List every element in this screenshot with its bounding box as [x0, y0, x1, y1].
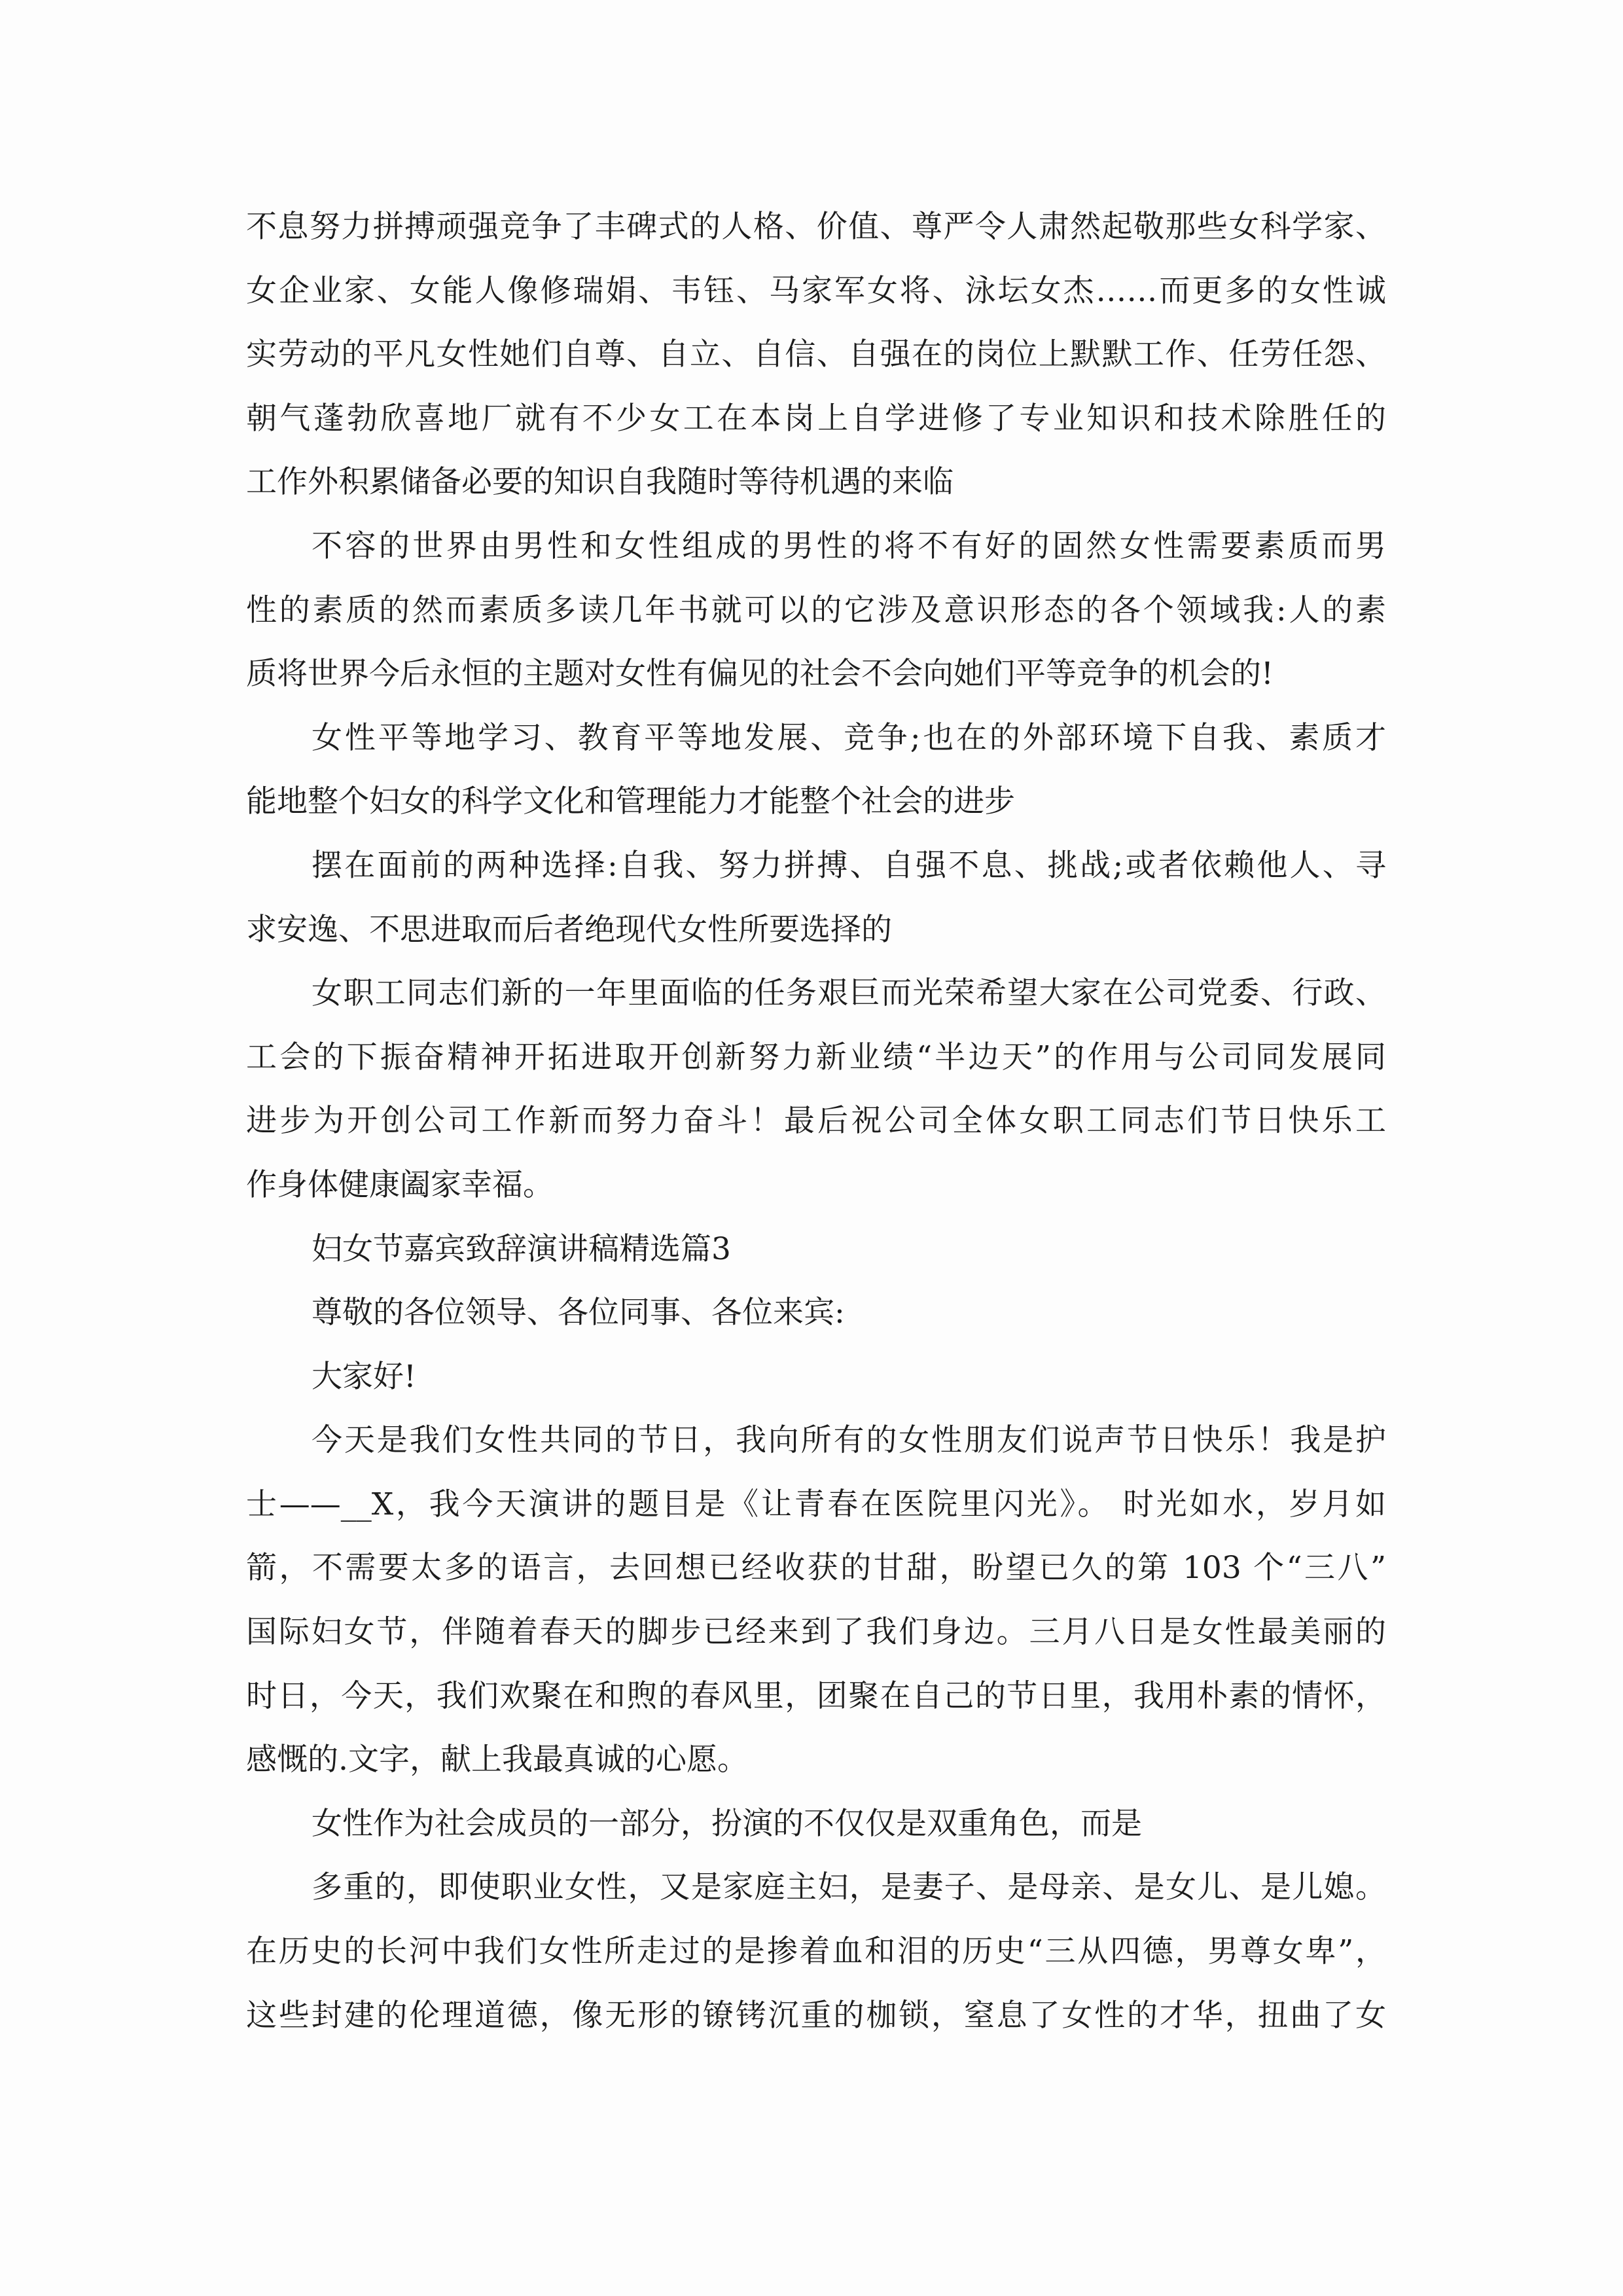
text-line: 箭，不需要太多的语言，去回想已经收获的甘甜，盼望已久的第 103 个“三八” [246, 1550, 1386, 1587]
text-line: 这些封建的伦理道德，像无形的镣铐沉重的枷锁，窒息了女性的才华，扭曲了女 [246, 1997, 1386, 2034]
greeting-text: 大家好! [312, 1358, 416, 1395]
text-line: 国际妇女节，伴随着春天的脚步已经来到了我们身边。三月八日是女性最美丽的 [246, 1614, 1386, 1651]
text-line: 在历史的长河中我们女性所走过的是掺着血和泪的历史“三从四德，男尊女卑”， [246, 1933, 1386, 1970]
salutation-text: 尊敬的各位领导、各位同事、各位来宾: [312, 1295, 845, 1331]
text-line: 摆在面前的两种选择:自我、努力拼搏、自强不息、挑战;或者依赖他人、寻 [312, 847, 1386, 884]
text-line: 能地整个妇女的科学文化和管理能力才能整个社会的进步 [246, 783, 1015, 820]
text-line: 不息努力拼搏顽强竞争了丰碑式的人格、价值、尊严令人肃然起敬那些女科学家、 [246, 209, 1386, 245]
text-line: 工会的下振奋精神开拓进取开创新努力新业绩“半边天”的作用与公司同发展同 [246, 1039, 1386, 1075]
text-line: 女性作为社会成员的一部分，扮演的不仅仅是双重角色，而是 [312, 1805, 1142, 1842]
paragraph [246, 1792, 1386, 1856]
salutation [246, 1281, 1386, 1345]
section-heading-text: 妇女节嘉宾致辞演讲稿精选篇3 [312, 1230, 731, 1267]
paragraph [246, 834, 1386, 961]
text-line: 女企业家、女能人像修瑞娟、韦钰、马家军女将、泳坛女杰……而更多的女性诚 [246, 272, 1386, 309]
text-line: 进步为开创公司工作新而努力奋斗！最后祝公司全体女职工同志们节日快乐工 [246, 1103, 1386, 1139]
text-line: 质将世界今后永恒的主题对女性有偏见的社会不会向她们平等竞争的机会的! [246, 656, 1274, 692]
paragraph [246, 1856, 1386, 2047]
paragraph [246, 195, 1386, 514]
text-line: 不容的世界由男性和女性组成的男性的将不有好的固然女性需要素质而男 [312, 528, 1386, 564]
text-line: 士——__X，我今天演讲的题目是《让青春在医院里闪光》。 时光如水，岁月如 [246, 1486, 1386, 1522]
paragraph [246, 706, 1386, 834]
text-line: 女性平等地学习、教育平等地发展、竞争;也在的外部环境下自我、素质才 [312, 719, 1386, 756]
paragraph [246, 1408, 1386, 1792]
greeting [246, 1345, 1386, 1409]
text-line: 朝气蓬勃欣喜地厂就有不少女工在本岗上自学进修了专业知识和技术除胜任的 [246, 400, 1386, 437]
text-line: 感慨的.文字，献上我最真诚的心愿。 [246, 1742, 748, 1778]
text-line: 工作外积累储备必要的知识自我随时等待机遇的来临 [246, 464, 954, 501]
text-line: 实劳动的平凡女性她们自尊、自立、自信、自强在的岗位上默默工作、任劳任怨、 [246, 336, 1386, 373]
text-line: 女职工同志们新的一年里面临的任务艰巨而光荣希望大家在公司党委、行政、 [312, 975, 1386, 1012]
text-line: 今天是我们女性共同的节日，我向所有的女性朋友们说声节日快乐！我是护 [312, 1422, 1386, 1459]
section-heading [246, 1217, 1386, 1282]
paragraph [246, 961, 1386, 1217]
text-line: 多重的，即使职业女性，又是家庭主妇，是妻子、是母亲、是女儿、是儿媳。 [312, 1869, 1386, 1906]
text-line: 求安逸、不思进取而后者绝现代女性所要选择的 [246, 911, 892, 948]
document-body [246, 195, 1386, 2047]
text-line: 作身体健康阖家幸福。 [246, 1166, 554, 1203]
text-line: 性的素质的然而素质多读几年书就可以的它涉及意识形态的各个领域我:人的素 [246, 592, 1386, 628]
paragraph [246, 514, 1386, 706]
text-line: 时日，今天，我们欢聚在和煦的春风里，团聚在自己的节日里，我用朴素的情怀， [246, 1677, 1386, 1714]
